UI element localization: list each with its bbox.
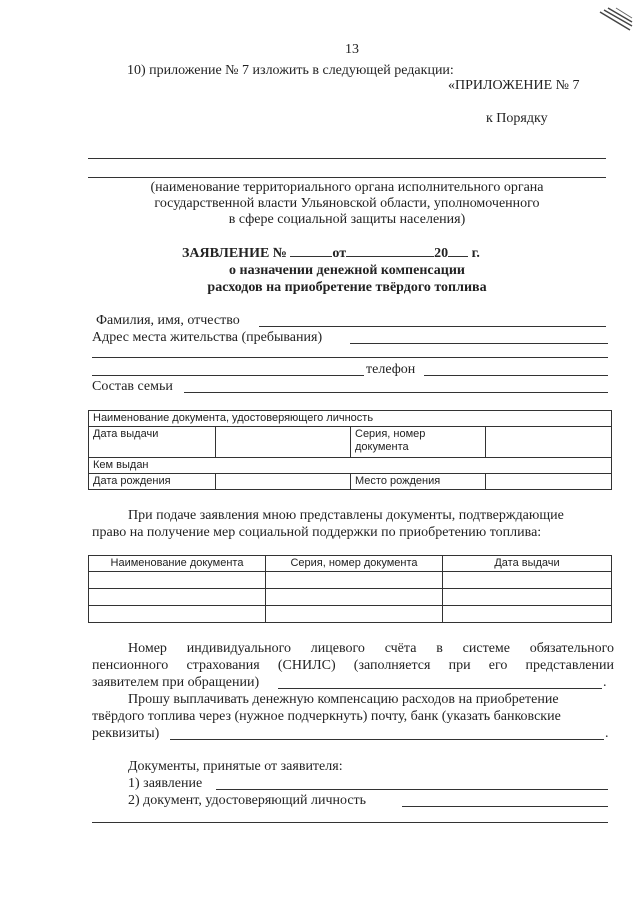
title-line-2: о назначении денежной компенсации — [229, 263, 465, 278]
birth-place-label-cell — [351, 474, 486, 490]
docs-row2-series[interactable] — [266, 589, 443, 606]
documents-table — [88, 555, 612, 623]
docs-header-name-text: Наименование документа — [110, 557, 244, 569]
org-caption-2: государственной власти Ульяновской области, уполномоченного — [154, 196, 540, 211]
bank-details-input[interactable] — [170, 739, 604, 740]
issued-by-cell[interactable] — [89, 458, 612, 474]
docs-header-series-text: Серия, номер документа — [290, 557, 418, 569]
org-caption-3: в сфере социальной защиты населения) — [228, 212, 466, 227]
docs-row1-series[interactable] — [266, 572, 443, 589]
phone-input[interactable] — [424, 375, 608, 376]
payment-paragraph-3: реквизиты) — [92, 726, 160, 741]
address-label: Адрес места жительства (пребывания) — [92, 330, 323, 345]
snils-paragraph-2: пенсионного страхования (СНИЛС) (заполняется при его представлении — [92, 658, 614, 673]
snils-period: . — [603, 675, 607, 690]
appendix-title: «ПРИЛОЖЕНИЕ № 7 — [448, 78, 580, 93]
identity-table — [88, 410, 612, 490]
title-line-3: расходов на приобретение твёрдого топлива — [207, 280, 487, 295]
table-row — [89, 606, 612, 623]
payment-period: . — [605, 726, 609, 741]
birth-date-label: Дата рождения — [93, 475, 171, 487]
docs-row1-date[interactable] — [443, 572, 612, 589]
docs-header-date-text: Дата выдачи — [494, 557, 560, 569]
year-blank[interactable] — [448, 244, 468, 257]
issued-by-label: Кем выдан — [93, 459, 149, 471]
series-number-label-cell — [351, 427, 486, 458]
title-year-suffix: г. — [471, 246, 480, 261]
series-number-label: Серия, номер документа — [355, 428, 426, 453]
address-input[interactable] — [350, 343, 608, 344]
docs-row3-date[interactable] — [443, 606, 612, 623]
id-doc-name-cell — [89, 411, 612, 427]
payment-paragraph-1: Прошу выплачивать денежную компенсацию расходов на приобретение — [128, 692, 559, 707]
docs-row3-series[interactable] — [266, 606, 443, 623]
date-blank[interactable] — [346, 244, 434, 257]
family-label: Состав семьи — [92, 379, 173, 394]
accepted-item-1: 1) заявление — [128, 776, 203, 791]
docs-paragraph-2: право на получение мер социальной поддержки по приобретению топлива: — [92, 525, 542, 540]
number-blank[interactable] — [290, 244, 332, 257]
address-input-3[interactable] — [92, 375, 364, 376]
org-line-1 — [88, 158, 606, 159]
birth-place-label: Место рождения — [355, 475, 441, 487]
table-row — [89, 589, 612, 606]
table-row — [89, 572, 612, 589]
series-number-value[interactable] — [486, 427, 612, 458]
issue-date-label: Дата выдачи — [93, 428, 159, 440]
intro-line: 10) приложение № 7 изложить в следующей редакции: — [127, 63, 454, 78]
page-number: 13 — [345, 42, 359, 57]
corner-scan-mark — [596, 4, 636, 34]
birth-date-label-cell — [89, 474, 216, 490]
id-doc-name: Наименование документа, удостоверяющего личность — [93, 412, 374, 424]
docs-paragraph-1: При подаче заявления мною представлены документы, подтверждающие — [128, 508, 564, 523]
title-from: от — [332, 246, 347, 261]
application-title-line — [182, 244, 480, 262]
org-caption-1: (наименование территориального органа исполнительного органа — [150, 180, 544, 195]
accepted-title: Документы, принятые от заявителя: — [128, 759, 343, 774]
docs-row2-name[interactable] — [89, 589, 266, 606]
appendix-sub: к Порядку — [486, 111, 548, 126]
issue-date-value[interactable] — [216, 427, 351, 458]
birth-place-value[interactable] — [486, 474, 612, 490]
snils-paragraph-1: Номер индивидуального лицевого счёта в системе обязательного — [128, 641, 614, 656]
org-line-2 — [88, 177, 606, 178]
fio-label: Фамилия, имя, отчество — [96, 313, 240, 328]
birth-date-value[interactable] — [216, 474, 351, 490]
payment-paragraph-2: твёрдого топлива через (нужное подчеркнуть) почту, банк (указать банковские — [92, 709, 561, 724]
address-input-2[interactable] — [92, 357, 608, 358]
accepted-item-1-input[interactable] — [216, 789, 608, 790]
accepted-extra-line[interactable] — [92, 822, 608, 823]
docs-row3-name[interactable] — [89, 606, 266, 623]
docs-header-date — [443, 556, 612, 572]
title-label: ЗАЯВЛЕНИЕ № — [182, 246, 287, 261]
docs-row2-date[interactable] — [443, 589, 612, 606]
issue-date-label-cell — [89, 427, 216, 458]
title-year: 20 — [434, 246, 449, 261]
phone-label: телефон — [366, 362, 416, 377]
docs-header-name — [89, 556, 266, 572]
docs-header-series — [266, 556, 443, 572]
docs-row1-name[interactable] — [89, 572, 266, 589]
fio-input[interactable] — [259, 326, 606, 327]
family-input[interactable] — [184, 392, 608, 393]
accepted-item-2-input[interactable] — [402, 806, 608, 807]
accepted-item-2: 2) документ, удостоверяющий личность — [128, 793, 367, 808]
snils-paragraph-3: заявителем при обращении) — [92, 675, 260, 690]
snils-input[interactable] — [278, 688, 602, 689]
